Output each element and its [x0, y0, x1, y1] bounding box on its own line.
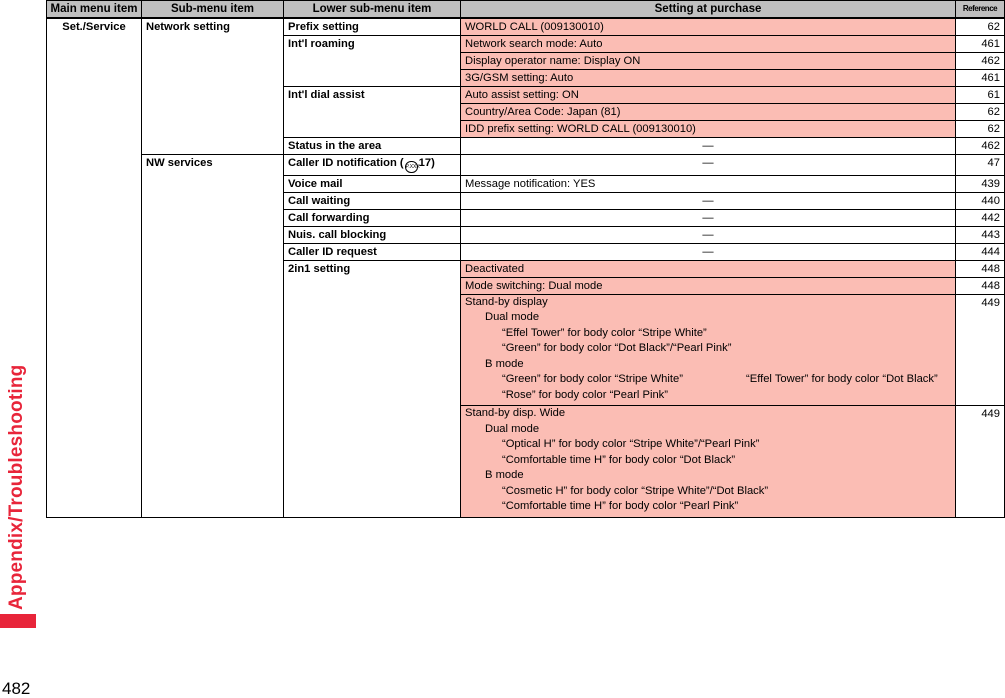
standby-wide-dual-1: “Optical H” for body color “Stripe White”/“Pearl Pink”: [502, 438, 760, 450]
sub-menu-item-network-setting: Network setting: [142, 18, 284, 155]
section-tab-label: Appendix/Troubleshooting: [6, 364, 27, 610]
reference-page: 47: [956, 154, 1005, 175]
reference-page: 62: [956, 103, 1005, 120]
caller-id-label: Caller ID notification (: [288, 156, 404, 169]
standby-wide-dual-2: “Comfortable time H” for body color “Dot Black”: [502, 453, 736, 466]
setting-value: IDD prefix setting: WORLD CALL (009130010): [461, 120, 956, 137]
setting-value: Deactivated: [461, 260, 956, 277]
setting-value: WORLD CALL (009130010): [461, 18, 956, 36]
lower-item-call-waiting: Call waiting: [284, 192, 461, 209]
page-reference-icon: P.XXX: [405, 161, 418, 173]
setting-value: —: [461, 192, 956, 209]
standby-wide-title: Stand-by disp. Wide: [465, 407, 566, 419]
lower-item-call-forwarding: Call forwarding: [284, 209, 461, 226]
lower-item-intl-dial-assist: Int'l dial assist: [284, 86, 461, 137]
standby-display-dual-mode: Dual mode: [485, 311, 540, 323]
section-tab-marker: [0, 614, 36, 628]
standby-display-dual-1: “Effel Tower” for body color “Stripe White”: [502, 326, 707, 339]
reference-page: 61: [956, 86, 1005, 103]
standby-wide-dual-mode: Dual mode: [485, 422, 540, 435]
setting-value: —: [461, 137, 956, 154]
header-lower-sub-menu-item: Lower sub-menu item: [284, 1, 461, 18]
header-reference: Reference: [956, 1, 1005, 18]
section-side-tab: [0, 0, 36, 698]
reference-page: 461: [956, 69, 1005, 86]
setting-value: —: [461, 154, 956, 175]
lower-item-status-in-area: Status in the area: [284, 137, 461, 154]
setting-value: —: [461, 226, 956, 243]
standby-display-b-1: “Green” for body color “Stripe White”: [502, 373, 683, 385]
reference-page: 448: [956, 277, 1005, 294]
standby-display-b-2: “Rose” for body color “Pearl Pink”: [502, 388, 669, 401]
setting-value: 3G/GSM setting: Auto: [461, 69, 956, 86]
setting-standby-display: [461, 294, 956, 406]
setting-value: Display operator name: Display ON: [461, 52, 956, 69]
reference-page: 442: [956, 209, 1005, 226]
reference-page: 440: [956, 192, 1005, 209]
header-main-menu-item: Main menu item: [47, 1, 142, 18]
sub-menu-item-nw-services: NW services: [142, 154, 284, 517]
reference-page: 448: [956, 260, 1005, 277]
header-setting-at-purchase: Setting at purchase: [461, 1, 956, 18]
header-sub-menu-item: Sub-menu item: [142, 1, 284, 18]
reference-page: 462: [956, 137, 1005, 154]
reference-page: 461: [956, 35, 1005, 52]
reference-page: 443: [956, 226, 1005, 243]
lower-item-2in1-setting: 2in1 setting: [284, 260, 461, 517]
standby-wide-b-2: “Comfortable time H” for body color “Pearl Pink”: [502, 500, 739, 512]
setting-value: Mode switching: Dual mode: [461, 277, 956, 294]
caller-id-page: 17): [418, 156, 435, 169]
reference-page: 449: [956, 294, 1005, 406]
setting-standby-wide: [461, 406, 956, 518]
lower-item-caller-id-notification: [284, 154, 461, 175]
table-header-row: [47, 1, 1005, 18]
lower-item-nuis-call-blocking: Nuis. call blocking: [284, 226, 461, 243]
standby-wide-b-1: “Cosmetic H” for body color “Stripe White”/“Dot Black”: [502, 484, 769, 497]
standby-wide-b-mode: B mode: [485, 469, 524, 481]
setting-value: Country/Area Code: Japan (81): [461, 103, 956, 120]
main-menu-item: Set./Service: [47, 18, 142, 518]
lower-item-intl-roaming: Int'l roaming: [284, 35, 461, 86]
setting-value: —: [461, 243, 956, 260]
reference-page: 462: [956, 52, 1005, 69]
lower-item-prefix-setting: Prefix setting: [284, 18, 461, 36]
table-row: [47, 18, 1005, 36]
reference-page: 62: [956, 18, 1005, 36]
standby-display-title: Stand-by display: [465, 295, 548, 308]
setting-value: Message notification: YES: [461, 175, 956, 192]
reference-page: 444: [956, 243, 1005, 260]
setting-value: Auto assist setting: ON: [461, 86, 956, 103]
standby-display-b-1-right: “Effel Tower” for body color “Dot Black”: [746, 373, 938, 385]
settings-table: [46, 0, 1005, 518]
reference-page: 439: [956, 175, 1005, 192]
lower-item-caller-id-request: Caller ID request: [284, 243, 461, 260]
reference-page: 62: [956, 120, 1005, 137]
standby-display-b-mode: B mode: [485, 357, 524, 370]
lower-item-voice-mail: Voice mail: [284, 175, 461, 192]
setting-value: Network search mode: Auto: [461, 35, 956, 52]
standby-display-dual-2: “Green” for body color “Dot Black”/“Pearl Pink”: [502, 342, 732, 354]
reference-page: 449: [956, 406, 1005, 518]
page-number: 482: [2, 679, 31, 698]
table-row: [47, 154, 1005, 175]
setting-value: —: [461, 209, 956, 226]
